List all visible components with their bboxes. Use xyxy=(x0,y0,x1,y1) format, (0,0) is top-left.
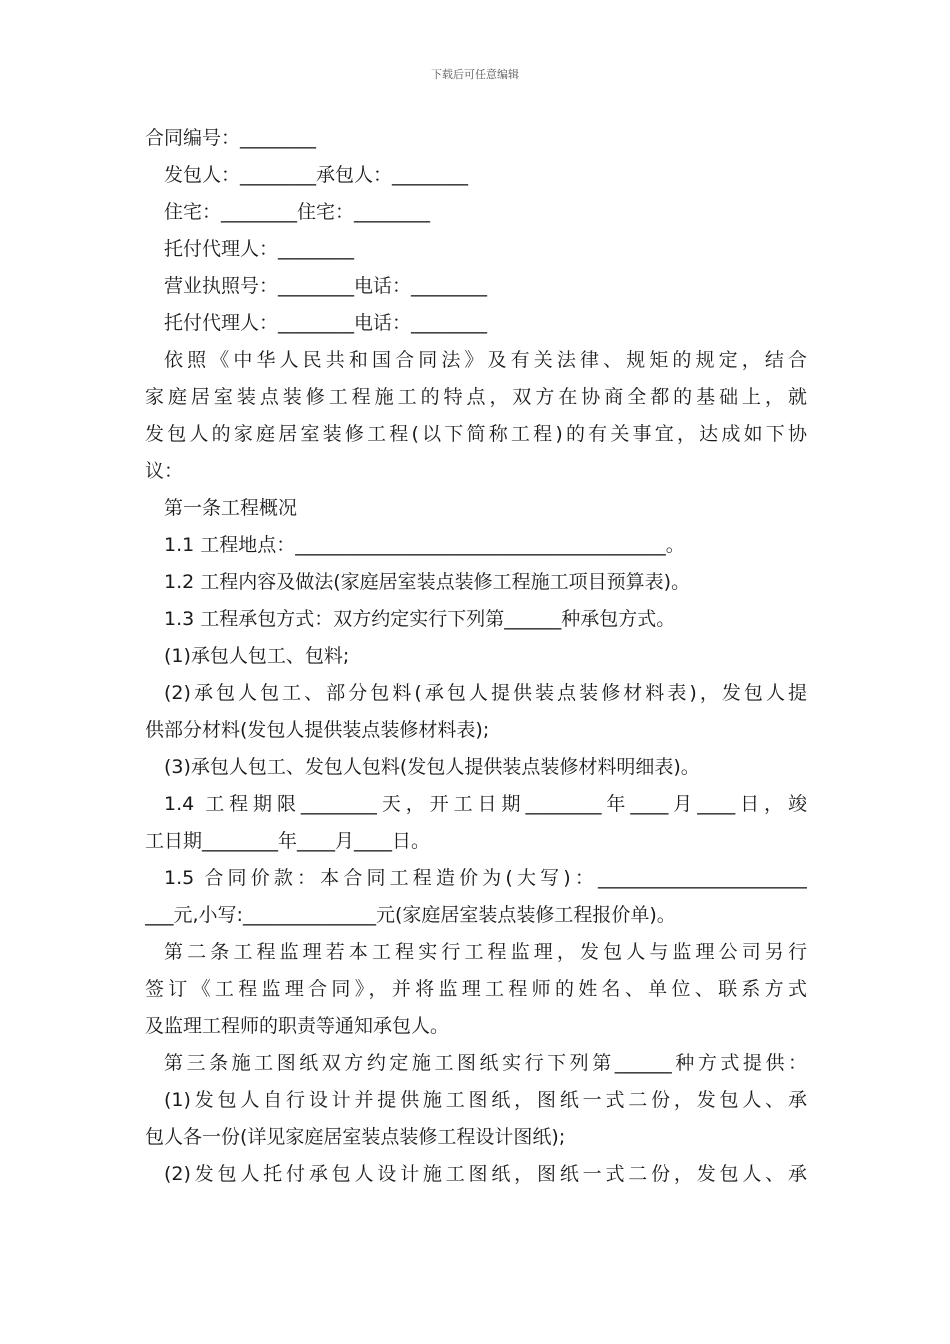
document-line: 1.5 合同价款：本合同工程造价为(大写)：______________________ xyxy=(164,867,807,889)
document-line: 1.3 工程承包方式：双方约定实行下列第______种承包方式。 xyxy=(164,608,676,630)
document-line: 第三条施工图纸双方约定施工图纸实行下列第______种方式提供： xyxy=(164,1052,807,1074)
document-line: 家庭居室装点装修工程施工的特点，双方在协商全都的基础上，就 xyxy=(145,386,807,408)
document-line: 住宅：________住宅：________ xyxy=(164,201,431,223)
document-line: 第二条工程监理若本工程实行工程监理，发包人与监理公司另行 xyxy=(164,941,807,963)
document-line: 签订《工程监理合同》，并将监理工程师的姓名、单位、联系方式 xyxy=(145,978,807,1000)
document-line: 议： xyxy=(145,460,184,482)
document-line: 及监理工程师的职责等通知承包人。 xyxy=(145,1015,450,1037)
document-line: 1.4 工程期限________天，开工日期________年____月____日，竣 xyxy=(164,793,807,815)
document-line: 1.2 工程内容及做法(家庭居室装点装修工程施工项目预算表)。 xyxy=(164,571,691,593)
document-line: 依照《中华人民共和国合同法》及有关法律、规矩的规定，结合 xyxy=(164,349,807,371)
document-line: 供部分材料(发包人提供装点装修材料表); xyxy=(145,719,490,741)
document-line: (2)承包人包工、部分包料(承包人提供装点装修材料表)，发包人提 xyxy=(164,682,807,704)
document-body xyxy=(145,120,807,1193)
page-header-note: 下载后可任意编辑 xyxy=(431,68,519,81)
document-line: 1.1 工程地点：_______________________________________。 xyxy=(164,534,685,556)
document-line: (1)承包人包工、包料; xyxy=(164,645,350,667)
document-line: 包人各一份(详见家庭居室装点装修工程设计图纸); xyxy=(145,1126,566,1148)
document-line: 托付代理人：________电话：________ xyxy=(164,312,488,334)
document-line: 工日期________年____月____日。 xyxy=(145,830,431,852)
document-line: 发包人的家庭居室装修工程(以下简称工程)的有关事宜，达成如下协 xyxy=(145,423,807,445)
document-line: (1)发包人自行设计并提供施工图纸，图纸一式二份，发包人、承 xyxy=(164,1089,807,1111)
document-line: ___元,小写:______________元(家庭居室装点装修工程报价单)。 xyxy=(145,904,676,926)
document-line: 合同编号：________ xyxy=(145,127,317,149)
document-line: 发包人：________承包人：________ xyxy=(164,164,469,186)
document-line: 第一条工程概况 xyxy=(164,497,298,519)
document-line: (2)发包人托付承包人设计施工图纸，图纸一式二份，发包人、承 xyxy=(164,1163,807,1185)
document-line: (3)承包人包工、发包人包料(发包人提供装点装修材料明细表)。 xyxy=(164,756,700,778)
document-line: 营业执照号：________电话：________ xyxy=(164,275,488,297)
document-line: 托付代理人：________ xyxy=(164,238,355,260)
